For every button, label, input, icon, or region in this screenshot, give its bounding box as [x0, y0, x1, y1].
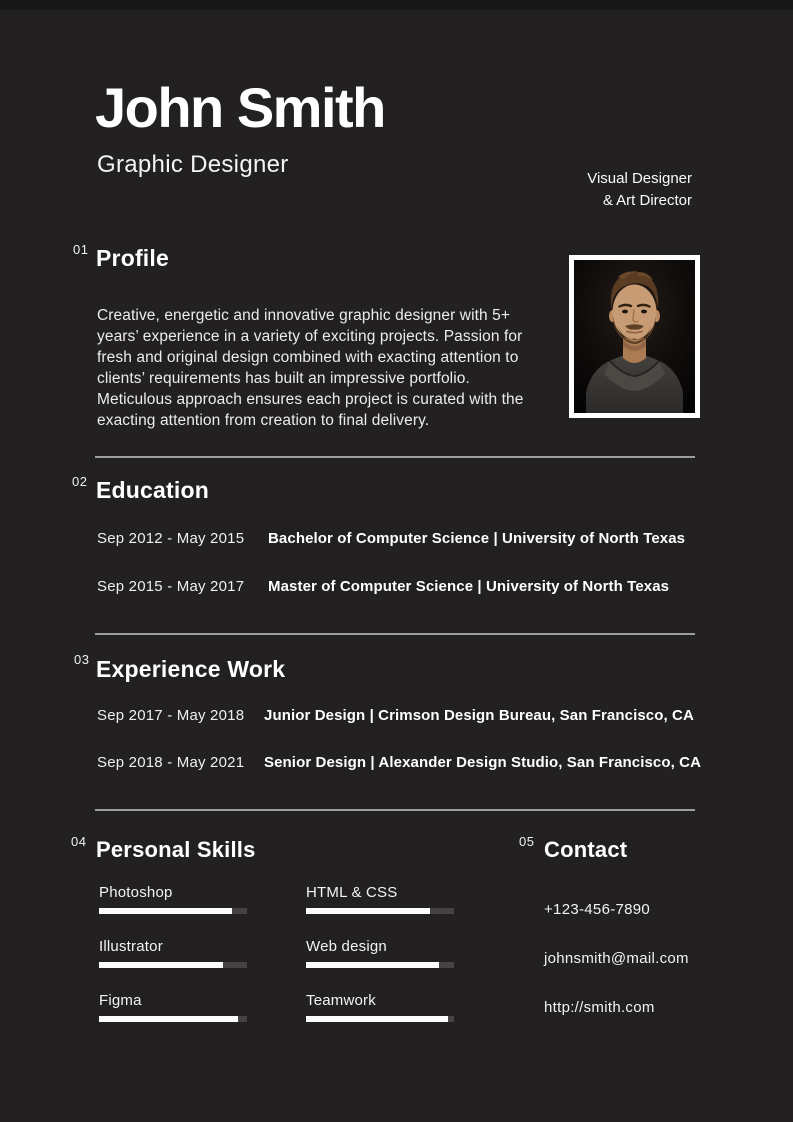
experience-detail: Senior Design | Alexander Design Studio, San Francisco, CA — [264, 754, 702, 771]
education-dates: Sep 2012 - May 2015 — [97, 530, 245, 547]
skills-column-right — [306, 884, 456, 1046]
education-dates: Sep 2015 - May 2017 — [97, 578, 245, 595]
top-border-strip — [0, 0, 793, 10]
skill-bar — [99, 962, 247, 968]
skill-bar-fill — [99, 908, 232, 914]
skill-item — [306, 884, 456, 914]
experience-section-number: 03 — [74, 652, 90, 667]
skills-section-number: 04 — [71, 834, 87, 849]
skill-bar — [306, 908, 454, 914]
tagline-line2: & Art Director — [602, 191, 692, 209]
skill-bar — [99, 1016, 247, 1022]
skills-column-left — [99, 884, 249, 1046]
skills-section-title: Personal Skills — [96, 837, 256, 862]
contact-section-title: Contact — [544, 837, 628, 862]
skill-bar-fill — [99, 1016, 238, 1022]
tagline — [587, 168, 692, 211]
profile-section-number: 01 — [73, 242, 89, 257]
experience-dates: Sep 2018 - May 2021 — [97, 754, 245, 771]
skill-label: Photoshop — [99, 884, 173, 901]
education-section-title: Education — [96, 477, 209, 503]
skill-label: Illustrator — [99, 938, 163, 955]
skill-label: Figma — [99, 992, 142, 1009]
contact-phone: +123-456-7890 — [544, 901, 651, 918]
experience-detail: Junior Design | Crimson Design Bureau, San Francisco, CA — [264, 707, 694, 724]
person-name: John Smith — [95, 76, 385, 139]
experience-section-title: Experience Work — [96, 656, 286, 682]
skill-bar — [99, 908, 247, 914]
skill-item — [99, 884, 249, 914]
skill-label: Web design — [306, 938, 387, 955]
skill-item — [306, 992, 456, 1022]
skill-item — [306, 938, 456, 968]
skill-bar-fill — [306, 908, 430, 914]
skill-label: HTML & CSS — [306, 884, 398, 901]
portrait-photo-illustration — [574, 260, 695, 413]
skill-label: Teamwork — [306, 992, 376, 1009]
education-row — [97, 530, 685, 547]
contact-section-number: 05 — [519, 834, 535, 849]
skill-bar-fill — [306, 1016, 448, 1022]
contact-website: http://smith.com — [544, 999, 655, 1016]
tagline-line1: Visual Designer — [587, 170, 692, 187]
job-title: Graphic Designer — [97, 151, 289, 178]
skill-bar-fill — [306, 962, 439, 968]
education-detail: Master of Computer Science | University of North Texas — [268, 578, 670, 595]
skill-item — [99, 992, 249, 1022]
profile-summary: Creative, energetic and innovative graphic designer with 5+ years’ experience in a variety of exciting projects. Passion for fresh and original design combined with exacting attention to clients’ requirements has built an impressive portfolio. Meticulous approach ensures each project is curated with the exacting attention from creation to final delivery. — [97, 306, 524, 429]
divider-profile-education — [95, 456, 695, 458]
divider-experience-skills — [95, 809, 695, 811]
experience-row — [97, 707, 694, 724]
contact-email: johnsmith@mail.com — [544, 950, 689, 967]
education-detail: Bachelor of Computer Science | University of North Texas — [268, 530, 686, 547]
experience-dates: Sep 2017 - May 2018 — [97, 707, 245, 724]
skill-bar — [306, 1016, 454, 1022]
contact-list — [544, 901, 689, 1048]
skill-bar-fill — [99, 962, 223, 968]
portrait-photo — [569, 255, 700, 418]
education-row — [97, 578, 669, 595]
divider-education-experience — [95, 633, 695, 635]
experience-row — [97, 754, 701, 771]
profile-section-title: Profile — [96, 245, 169, 271]
skill-item — [99, 938, 249, 968]
skill-bar — [306, 962, 454, 968]
education-section-number: 02 — [72, 474, 88, 489]
